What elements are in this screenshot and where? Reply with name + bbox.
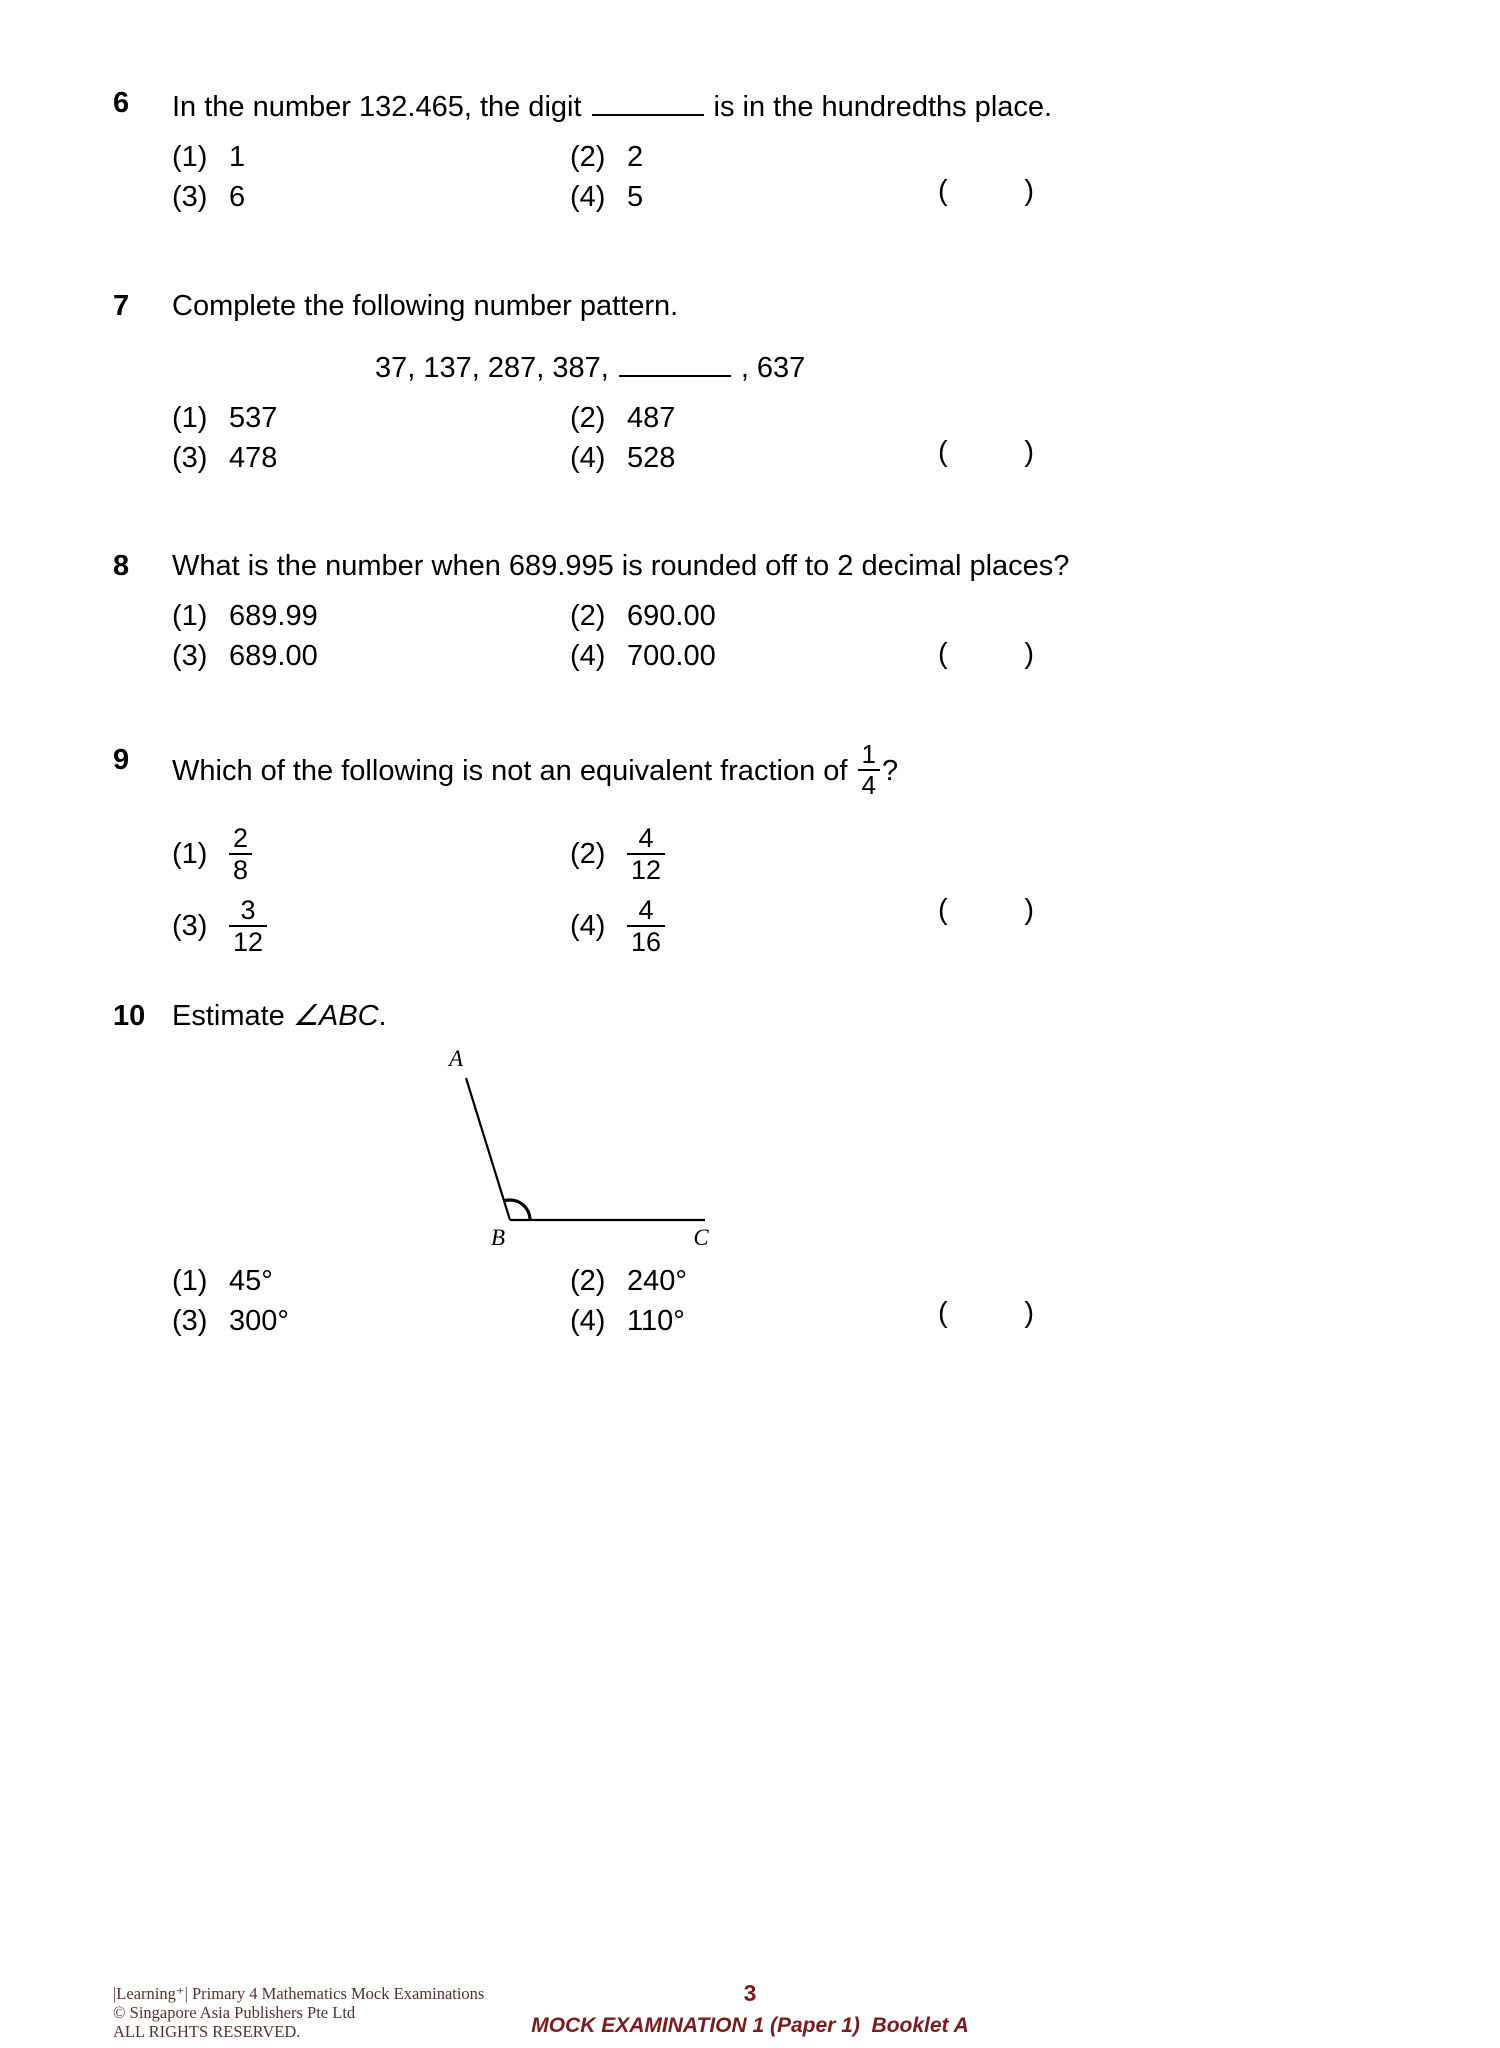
option-value-1: 689.99 bbox=[229, 600, 318, 632]
option-row bbox=[172, 890, 1380, 962]
answer-bracket bbox=[938, 1297, 1034, 1330]
option-value-2: 2 bbox=[627, 141, 644, 173]
bracket-open: ( bbox=[938, 638, 948, 670]
option-label-2: (2) bbox=[570, 402, 606, 434]
option-value-2: 240° bbox=[627, 1265, 687, 1297]
pattern-after: , 637 bbox=[740, 352, 806, 384]
fraction-denominator: 8 bbox=[233, 855, 249, 886]
question-fraction bbox=[858, 740, 880, 800]
options bbox=[172, 818, 1380, 962]
question-6 bbox=[0, 85, 1500, 221]
publisher-line-1: |Learning⁺| Primary 4 Mathematics Mock Examinations bbox=[113, 1984, 485, 2003]
angle-diagram-svg bbox=[420, 1048, 720, 1253]
page-number: 3 bbox=[743, 1980, 757, 2006]
option-label-1: (1) bbox=[172, 141, 208, 173]
question-9 bbox=[0, 739, 1500, 962]
question-text: What is the number when 689.995 is rounded off to 2 decimal places? bbox=[172, 550, 1070, 582]
publisher-line-3: ALL RIGHTS RESERVED. bbox=[113, 2022, 301, 2041]
bracket-close: ) bbox=[1024, 1297, 1034, 1329]
option-value-2: 487 bbox=[627, 402, 676, 434]
bracket-open: ( bbox=[938, 436, 948, 468]
vertex-label-c: C bbox=[693, 1225, 709, 1250]
option-label-3: (3) bbox=[172, 909, 208, 942]
option-label-1: (1) bbox=[172, 600, 208, 632]
options bbox=[172, 141, 1380, 221]
bracket-open: ( bbox=[938, 1297, 948, 1329]
option-value-1 bbox=[229, 823, 570, 885]
question-number: 6 bbox=[113, 87, 130, 119]
option-label-1: (1) bbox=[172, 402, 208, 434]
option-value-1: 1 bbox=[229, 141, 246, 173]
option-row bbox=[172, 818, 1380, 890]
option-value-4: 528 bbox=[627, 442, 676, 474]
angle-diagram bbox=[420, 1048, 1380, 1253]
option-label-3: (3) bbox=[172, 1305, 208, 1337]
option-value-2: 690.00 bbox=[627, 600, 716, 632]
option-row bbox=[172, 402, 1380, 442]
vertex-label-a: A bbox=[448, 1048, 464, 1071]
question-text-after: ? bbox=[881, 754, 899, 787]
question-7 bbox=[0, 288, 1500, 482]
option-row bbox=[172, 1305, 1380, 1345]
bracket-close: ) bbox=[1024, 894, 1034, 926]
option-value-3: 300° bbox=[229, 1305, 289, 1337]
fraction-numerator: 4 bbox=[627, 823, 665, 855]
answer-bracket bbox=[938, 175, 1034, 208]
ray-ba bbox=[466, 1078, 510, 1220]
fraction bbox=[627, 895, 665, 957]
bracket-open: ( bbox=[938, 175, 948, 207]
question-number: 8 bbox=[113, 550, 130, 582]
publisher-line-2: © Singapore Asia Publishers Pte Ltd bbox=[113, 2003, 356, 2022]
question-8 bbox=[0, 548, 1500, 680]
question-text-before: Estimate bbox=[172, 1000, 285, 1032]
fraction-denominator: 16 bbox=[631, 927, 662, 958]
vertex-label-b: B bbox=[490, 1225, 506, 1250]
option-value-3 bbox=[229, 895, 570, 957]
option-value-1: 45° bbox=[229, 1265, 273, 1297]
fraction bbox=[627, 823, 665, 885]
bracket-close: ) bbox=[1024, 175, 1034, 207]
option-value-3: 478 bbox=[229, 442, 278, 474]
question-text: Complete the following number pattern. bbox=[172, 290, 679, 322]
option-label-4: (4) bbox=[570, 909, 606, 942]
option-row bbox=[172, 600, 1380, 640]
exam-label: MOCK EXAMINATION 1 (Paper 1) Booklet A bbox=[531, 2014, 969, 2037]
option-value-3: 6 bbox=[229, 181, 246, 213]
fraction-denominator: 12 bbox=[233, 927, 264, 958]
option-label-1: (1) bbox=[172, 837, 208, 870]
option-value-4: 110° bbox=[627, 1305, 685, 1337]
blank-line bbox=[592, 85, 704, 116]
option-row bbox=[172, 442, 1380, 482]
fraction-numerator: 1 bbox=[858, 740, 880, 771]
fraction-numerator: 3 bbox=[229, 895, 267, 927]
fraction-denominator: 4 bbox=[861, 770, 876, 801]
option-value-2 bbox=[627, 823, 1380, 885]
bracket-open: ( bbox=[938, 894, 948, 926]
option-label-4: (4) bbox=[570, 442, 606, 474]
answer-bracket bbox=[938, 436, 1034, 469]
option-label-4: (4) bbox=[570, 181, 606, 213]
question-text bbox=[172, 85, 1380, 125]
option-label-1: (1) bbox=[172, 1265, 208, 1297]
option-label-2: (2) bbox=[570, 1265, 606, 1297]
angle-expression: ∠ABC bbox=[292, 1000, 379, 1032]
answer-bracket bbox=[938, 894, 1034, 927]
question-text bbox=[172, 739, 1380, 802]
bracket-close: ) bbox=[1024, 436, 1034, 468]
option-value-4: 5 bbox=[627, 181, 644, 213]
question-number: 9 bbox=[113, 744, 130, 776]
question-number: 10 bbox=[113, 1000, 146, 1032]
option-label-4: (4) bbox=[570, 1305, 606, 1337]
option-label-3: (3) bbox=[172, 442, 208, 474]
fraction-numerator: 4 bbox=[627, 895, 665, 927]
number-pattern bbox=[375, 346, 1380, 386]
option-value-4: 700.00 bbox=[627, 640, 716, 672]
option-label-3: (3) bbox=[172, 181, 208, 213]
options bbox=[172, 1265, 1380, 1345]
options bbox=[172, 402, 1380, 482]
question-text-before: Which of the following is not an equivalent fraction of bbox=[172, 754, 848, 787]
fraction bbox=[229, 895, 267, 957]
option-label-2: (2) bbox=[570, 141, 606, 173]
option-value-1: 537 bbox=[229, 402, 278, 434]
footer-center bbox=[0, 1980, 1500, 2038]
options bbox=[172, 600, 1380, 680]
question-text-after: is in the hundredths place. bbox=[713, 91, 1053, 123]
pattern-before: 37, 137, 287, 387, bbox=[375, 352, 609, 384]
blank-line bbox=[619, 346, 731, 377]
answer-bracket bbox=[938, 638, 1034, 671]
option-label-4: (4) bbox=[570, 640, 606, 672]
option-label-2: (2) bbox=[570, 837, 606, 870]
option-value-3: 689.00 bbox=[229, 640, 318, 672]
option-row bbox=[172, 181, 1380, 221]
fraction bbox=[229, 823, 252, 885]
question-text bbox=[172, 998, 1380, 1034]
option-row bbox=[172, 141, 1380, 181]
question-text-before: In the number 132.465, the digit bbox=[172, 91, 582, 123]
option-row bbox=[172, 640, 1380, 680]
question-10 bbox=[0, 998, 1500, 1345]
option-row bbox=[172, 1265, 1380, 1305]
bracket-close: ) bbox=[1024, 638, 1034, 670]
option-label-2: (2) bbox=[570, 600, 606, 632]
question-text-after: . bbox=[378, 1000, 387, 1032]
fraction-numerator: 2 bbox=[229, 823, 252, 855]
fraction-denominator: 12 bbox=[631, 855, 662, 886]
option-label-3: (3) bbox=[172, 640, 208, 672]
question-number: 7 bbox=[113, 290, 130, 322]
